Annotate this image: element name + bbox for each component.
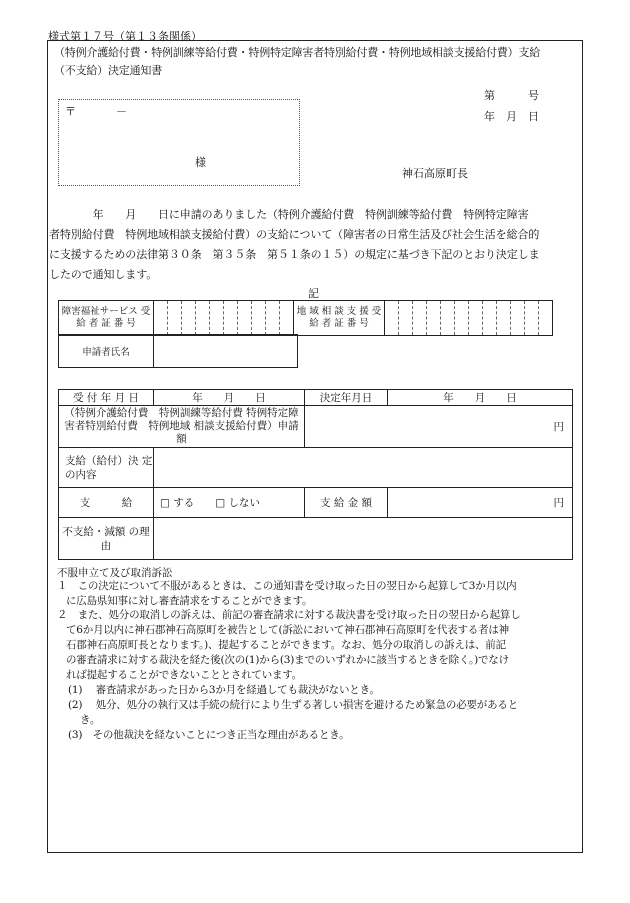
body-text-line: 者特別給付費 特例地域相談支援給付費）の支給について（障害者の日常生活及び社会生活を総合的 bbox=[49, 228, 540, 241]
ki-heading: 記 bbox=[308, 287, 319, 300]
reason-label: 不支給・減額 の理由 bbox=[59, 518, 154, 560]
body-text-line: に支援するための法律第３０条 第３５条 第５１条の１５）の規定に基づき下記のとおり決定しま bbox=[49, 248, 540, 261]
document-title-line2: （不支給）決定通知書 bbox=[54, 64, 162, 77]
digit-cell[interactable] bbox=[413, 301, 427, 336]
postal-code-dash: － bbox=[116, 105, 127, 118]
document-number: 第 号 bbox=[484, 89, 539, 102]
note-line: １ この決定について不服があるときは、この通知書を受け取った日の翌日から起算して3か月以内 bbox=[57, 580, 517, 592]
applicant-name-field[interactable] bbox=[154, 335, 298, 368]
applicant-table bbox=[58, 334, 298, 368]
digit-cell[interactable] bbox=[399, 301, 413, 336]
digit-cell[interactable] bbox=[427, 301, 441, 336]
digit-cell[interactable] bbox=[525, 301, 539, 336]
digit-cell[interactable] bbox=[168, 301, 182, 336]
notes-title: 不服申立て及び取消訴訟 bbox=[57, 567, 173, 579]
note-line: (3) その他裁決を経ないことにつき正当な理由があるとき。 bbox=[68, 729, 350, 741]
digit-cell[interactable] bbox=[455, 301, 469, 336]
document-title-line1: （特例介護給付費・特例訓練等給付費・特例特定障害者特別給付費・特例地域相談支援給付費）支給 bbox=[54, 46, 540, 59]
note-line: に広島県知事に対し審査請求をすることができます。 bbox=[66, 595, 313, 607]
decision-content-label: 支給（給付）決 定の内容 bbox=[59, 448, 154, 488]
payment-amount-label: 支 給 金 額 bbox=[305, 488, 388, 518]
digit-cell[interactable] bbox=[483, 301, 497, 336]
note-line: 石郡神石高原町長となります。)、提起することができます。なお、処分の取消しの訴えは、前記 bbox=[66, 639, 506, 651]
payment-amount-field[interactable]: 円 bbox=[388, 488, 573, 518]
application-amount-field[interactable]: 円 bbox=[305, 406, 573, 448]
digit-cell[interactable] bbox=[238, 301, 252, 336]
digit-cell[interactable] bbox=[266, 301, 280, 336]
issuer-name: 神石高原町長 bbox=[402, 167, 468, 180]
decision-date-label: 決定年月日 bbox=[305, 390, 388, 406]
note-line: れば提起することができないこととされています。 bbox=[66, 669, 303, 681]
reason-field[interactable] bbox=[154, 518, 573, 560]
note-line: の審査請求に対する裁決を経た後(次の(1)から(3)までのいずれかに該当するときを除く。)でなけ bbox=[66, 654, 509, 666]
body-text-line: 年 月 日に申請のありました（特例介護給付費 特例訓練等給付費 特例特定障害 bbox=[49, 208, 529, 221]
digit-cell[interactable] bbox=[497, 301, 511, 336]
digit-cell[interactable] bbox=[154, 301, 168, 336]
received-date-field[interactable]: 年 月 日 bbox=[154, 390, 305, 406]
digit-cell[interactable] bbox=[280, 301, 294, 336]
payment-label: 支 給 bbox=[59, 488, 154, 518]
certificate-number-table bbox=[58, 300, 553, 336]
digit-cell[interactable] bbox=[539, 301, 553, 336]
decision-table bbox=[58, 389, 573, 560]
digit-cell[interactable] bbox=[511, 301, 525, 336]
service-certificate-label: 障害福祉サービス 受 給 者 証 番 号 bbox=[59, 301, 154, 336]
applicant-name-label: 申請者氏名 bbox=[59, 335, 154, 368]
payment-options[interactable]: □ する □ しない bbox=[154, 488, 305, 518]
digit-cell[interactable] bbox=[196, 301, 210, 336]
addressee-honorific: 様 bbox=[195, 156, 206, 169]
decision-date-field[interactable]: 年 月 日 bbox=[388, 390, 573, 406]
document-date: 年 月 日 bbox=[484, 110, 539, 123]
note-line: き。 bbox=[80, 714, 101, 726]
digit-cell[interactable] bbox=[182, 301, 196, 336]
note-line: て6か月以内に神石郡神石高原町を被告として(訴訟において神石郡神石高原町を代表する者は神 bbox=[66, 624, 509, 636]
regional-certificate-label: 地 域 相 談 支 援 受 給 者 証 番 号 bbox=[294, 301, 385, 336]
note-line: (1) 審査請求があった日から3か月を経過しても裁決がないとき。 bbox=[68, 684, 380, 696]
digit-cell[interactable] bbox=[224, 301, 238, 336]
digit-cell[interactable] bbox=[252, 301, 266, 336]
decision-content-field[interactable] bbox=[154, 448, 573, 488]
address-box[interactable] bbox=[58, 99, 300, 186]
digit-cell[interactable] bbox=[441, 301, 455, 336]
form-number: 様式第１７号（第１３条関係） bbox=[48, 30, 202, 43]
note-line: ２ また、処分の取消しの訴えは、前記の審査請求に対する裁決書を受け取った日の翌日から起算し bbox=[57, 609, 521, 621]
postal-mark-icon: 〒 bbox=[65, 105, 76, 118]
digit-cell[interactable] bbox=[210, 301, 224, 336]
note-line: (2) 処分、処分の執行又は手続の続行により生ずる著しい損害を避けるため緊急の必要があると bbox=[68, 699, 519, 711]
digit-cell[interactable] bbox=[385, 301, 399, 336]
body-text-line: したので通知します。 bbox=[49, 268, 158, 281]
received-date-label: 受 付 年 月 日 bbox=[59, 390, 154, 406]
digit-cell[interactable] bbox=[469, 301, 483, 336]
application-amount-label: （特例介護給付費 特例訓練等給付費 特例特定障害者特別給付費 特例地域 相談支援給付費）申請額 bbox=[59, 406, 305, 448]
